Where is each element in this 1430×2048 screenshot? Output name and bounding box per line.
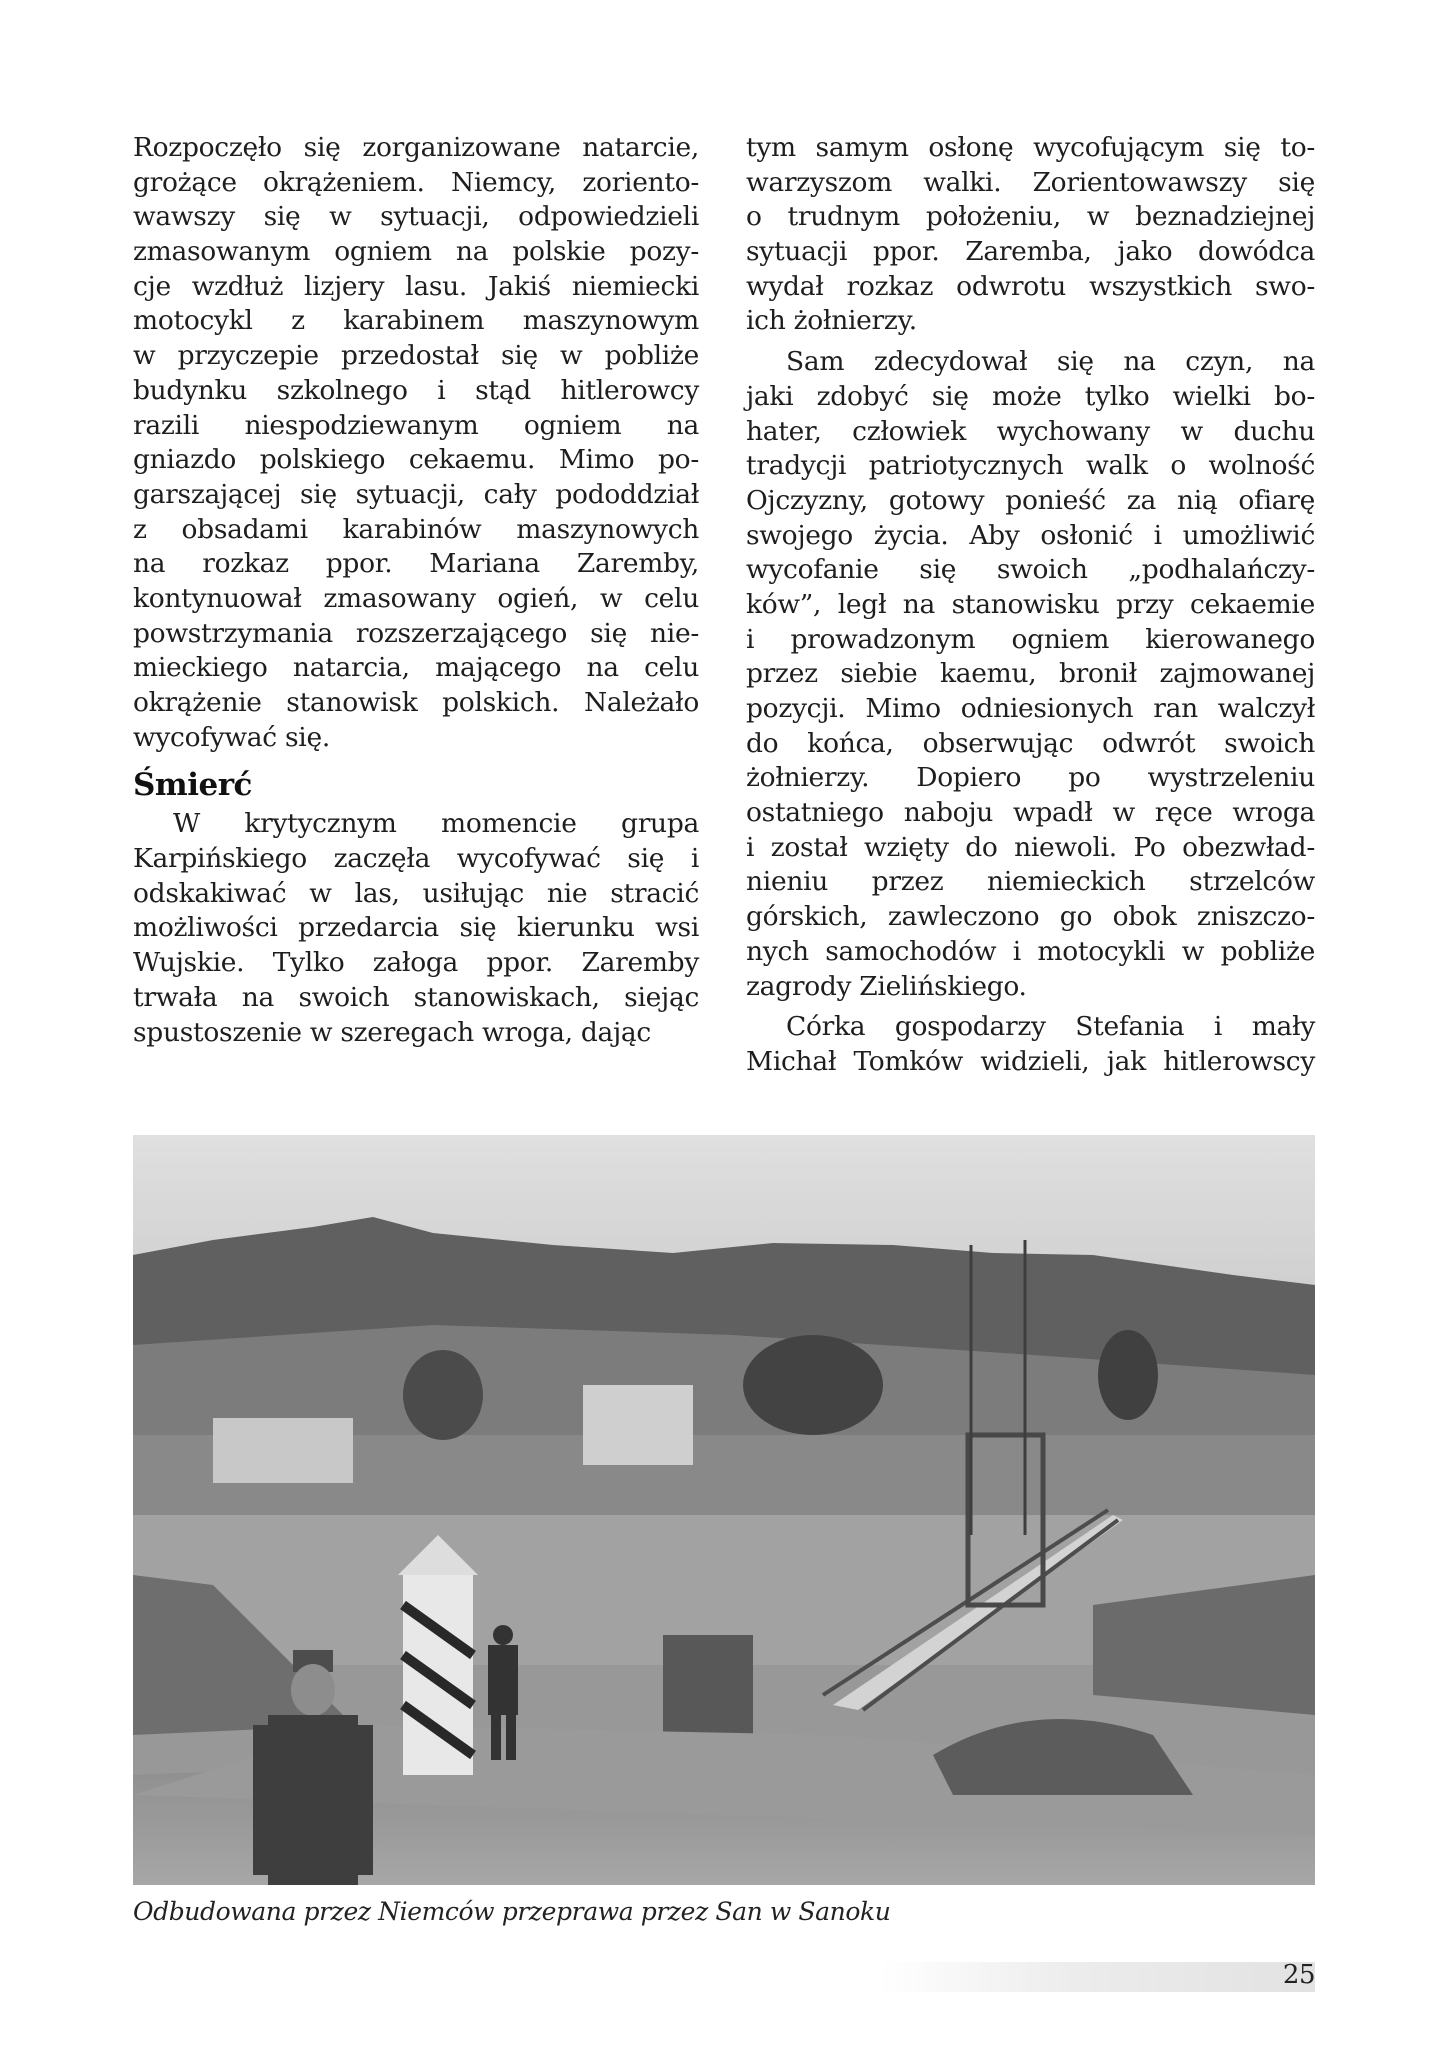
text-line: spustoszenie w szeregach wroga, dając bbox=[133, 1016, 651, 1048]
text-line: cje wzdłuż lizjery lasu. Jakiś niemiecki bbox=[133, 270, 699, 302]
text-line: pozycji. Mimo odniesionych ran walczył bbox=[746, 693, 1315, 724]
text-line: jaki zdobyć się może tylko wielki bo- bbox=[746, 380, 1315, 412]
text-line: nieniu przez niemieckich strzelców bbox=[746, 866, 1315, 898]
text-line: wycofywać się. bbox=[133, 721, 330, 753]
text-line: górskich, zawleczono go obok zniszczo- bbox=[746, 901, 1315, 933]
text-line: grożące okrążeniem. Niemcy, zoriento- bbox=[133, 166, 699, 198]
text-line: nych samochodów i motocykli w pobliże bbox=[746, 935, 1315, 967]
text-line: odskakiwać w las, usiłując nie stracić bbox=[133, 877, 699, 909]
text-line: w przyczepie przedostał się w pobliże bbox=[133, 340, 699, 372]
text-line: Rozpoczęło się zorganizowane natarcie, bbox=[133, 132, 699, 163]
text-line: o trudnym położeniu, w beznadziejnej bbox=[746, 201, 1315, 233]
historical-photo bbox=[133, 1135, 1315, 1885]
text-line: razili niespodziewanym ogniem na bbox=[133, 409, 699, 441]
text-line: warzyszom walki. Zorientowawszy się bbox=[746, 166, 1315, 198]
text-line: Karpińskiego zaczęła wycofywać się i bbox=[133, 843, 699, 875]
text-line: zagrody Zielińskiego. bbox=[746, 970, 1027, 1002]
text-line: mieckiego natarcia, mającego na celu bbox=[133, 652, 699, 684]
text-line: przez siebie kaemu, bronił zajmowanej bbox=[746, 658, 1315, 690]
text-line: tradycji patriotycznych walk o wolność bbox=[746, 450, 1315, 482]
text-line: garszającej się sytuacji, cały pododdział bbox=[133, 478, 699, 510]
text-line: z obsadami karabinów maszynowych bbox=[133, 513, 699, 545]
footer-bar bbox=[880, 1962, 1315, 1992]
text-line: sytuacji ppor. Zaremba, jako dowódca bbox=[746, 236, 1315, 268]
text-line: tym samym osłonę wycofującym się to- bbox=[746, 132, 1315, 163]
section-heading: Śmierć bbox=[133, 767, 252, 804]
text-line: ków”, legł na stanowisku przy cekaemie bbox=[746, 588, 1315, 620]
bridge-photo-illustration bbox=[133, 1135, 1315, 1885]
text-line: motocykl z karabinem maszynowym bbox=[133, 305, 699, 337]
paragraph bbox=[746, 131, 1315, 339]
text-line: zmasowanym ogniem na polskie pozy- bbox=[133, 236, 699, 268]
text-line: Sam zdecydował się na czyn, na bbox=[786, 346, 1315, 378]
text-line: i został wzięty do niewoli. Po obezwład- bbox=[746, 831, 1315, 863]
text-line: trwała na swoich stanowiskach, siejąc bbox=[133, 981, 699, 1013]
left-text-column bbox=[133, 131, 699, 1050]
text-line: ostatniego naboju wpadł w ręce wroga bbox=[746, 797, 1315, 829]
text-line: Ojczyzny, gotowy ponieść za nią ofiarę bbox=[746, 484, 1315, 516]
paragraph bbox=[133, 131, 699, 755]
text-line: kontynuował zmasowany ogień, w celu bbox=[133, 582, 699, 614]
text-line: wydał rozkaz odwrotu wszystkich swo- bbox=[746, 270, 1315, 302]
text-line: żołnierzy. Dopiero po wystrzeleniu bbox=[746, 762, 1315, 794]
text-line: Wujskie. Tylko załoga ppor. Zaremby bbox=[133, 947, 699, 979]
right-text-column bbox=[746, 131, 1315, 1080]
text-line: W krytycznym momencie grupa bbox=[173, 808, 699, 840]
text-line: swojego życia. Aby osłonić i umożliwić bbox=[746, 519, 1315, 551]
text-line: Córka gospodarzy Stefania i mały bbox=[786, 1011, 1315, 1043]
text-line: powstrzymania rozszerzającego się nie- bbox=[133, 617, 699, 649]
paragraph bbox=[746, 1010, 1315, 1079]
photo-caption: Odbudowana przez Niemców przeprawa przez San w Sanoku bbox=[133, 1897, 891, 1926]
text-line: ich żołnierzy. bbox=[746, 305, 917, 337]
paragraph bbox=[746, 345, 1315, 1004]
text-line: Michał Tomków widzieli, jak hitlerowscy bbox=[746, 1045, 1315, 1077]
photo-grain-overlay bbox=[133, 1135, 1315, 1885]
text-line: do końca, obserwując odwrót swoich bbox=[746, 727, 1315, 759]
text-line: budynku szkolnego i stąd hitlerowcy bbox=[133, 374, 699, 406]
text-line: wycofanie się swoich „podhalańczy- bbox=[746, 554, 1315, 586]
page-number: 25 bbox=[1282, 1960, 1315, 1990]
text-line: na rozkaz ppor. Mariana Zaremby, bbox=[133, 548, 699, 580]
text-line: i prowadzonym ogniem kierowanego bbox=[746, 623, 1315, 655]
text-line: okrążenie stanowisk polskich. Należało bbox=[133, 687, 699, 718]
text-line: hater, człowiek wychowany w duchu bbox=[746, 415, 1315, 447]
text-line: wawszy się w sytuacji, odpowiedzieli bbox=[133, 201, 699, 233]
text-line: gniazdo polskiego cekaemu. Mimo po- bbox=[133, 444, 699, 476]
text-line: możliwości przedarcia się kierunku wsi bbox=[133, 912, 699, 944]
paragraph bbox=[133, 807, 699, 1050]
